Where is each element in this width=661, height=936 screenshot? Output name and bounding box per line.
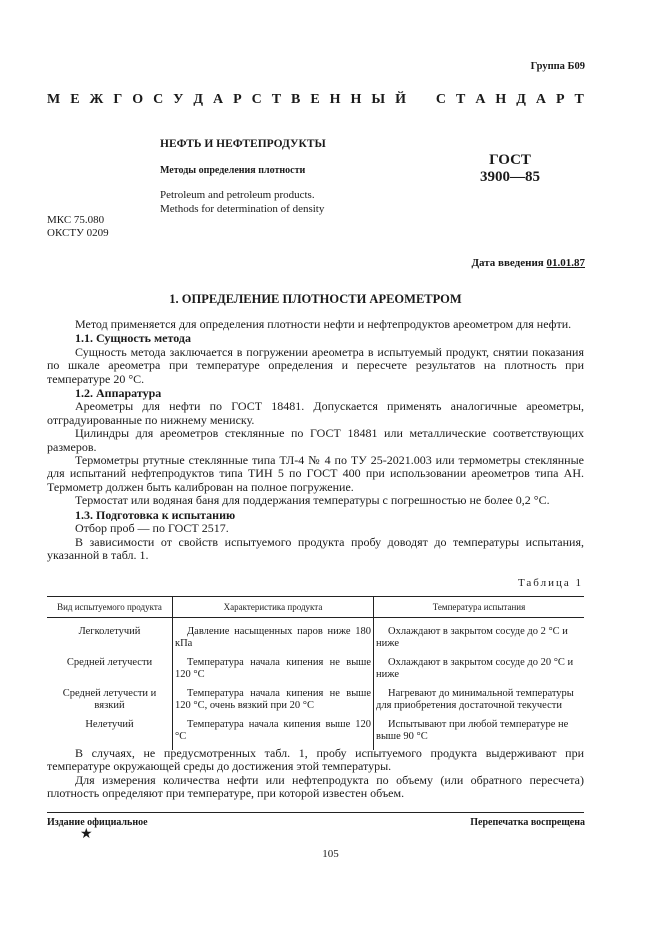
- english-title: [160, 188, 390, 216]
- english-title-line-2: Methods for determination of density: [160, 203, 325, 215]
- interstate-letter: Д: [516, 92, 526, 107]
- cell-text: Охлаждают в закрытом сосуде до 2 °С и ниже: [376, 626, 568, 649]
- paragraph-unforeseen-cases: В случаях, не предусмотренных табл. 1, пробу испытуемого продукта выдерживают при температуре окружающей среды до достижения этой температуры.: [47, 746, 584, 774]
- date-label: Дата введения: [471, 257, 544, 269]
- interstate-letter: Т: [574, 92, 584, 107]
- official-edition-label: Издание официальное: [47, 817, 148, 828]
- interstate-letter: Н: [495, 92, 507, 107]
- interstate-letter: Ж: [89, 92, 104, 107]
- interstate-letter: В: [291, 92, 301, 107]
- interstate-letter: Г: [113, 92, 123, 107]
- section-body: [47, 318, 584, 562]
- interstate-letter: Р: [233, 92, 242, 107]
- cell-text: Охлаждают в закрытом сосуде до 20 °С и ниже: [376, 657, 574, 680]
- table-cell: Легколетучий: [78, 626, 141, 637]
- interstate-letter: Д: [193, 92, 204, 107]
- paragraph-sampling: Отбор проб — по ГОСТ 2517.: [75, 521, 229, 536]
- introduction-date: [471, 257, 585, 269]
- interstate-letter: А: [475, 92, 486, 107]
- table-header-temperature: Температура испытания: [374, 597, 585, 618]
- cell-text: Температура начала кипения не выше 120 °С, очень вязкий при 20 °С: [175, 688, 371, 711]
- interstate-letter: У: [173, 92, 184, 107]
- page-number: 105: [322, 848, 339, 860]
- interstate-letter: А: [535, 92, 546, 107]
- interstate-letter: Т: [456, 92, 466, 107]
- table-cell: Нелетучий: [85, 719, 134, 730]
- english-title-line-1: Petroleum and petroleum products.: [160, 189, 315, 201]
- interstate-letter: О: [132, 92, 144, 107]
- table-row: [47, 657, 584, 688]
- paragraph-cylinders: Цилиндры для ареометров стеклянные по ГОСТ 18481 или металлические соответствующих размеров.: [47, 426, 584, 454]
- interstate-letter: Н: [350, 92, 362, 107]
- table-cell: [374, 688, 585, 719]
- post-table-text: [47, 747, 584, 801]
- gost-designation: [470, 152, 550, 186]
- paragraph-essence: Сущность метода заключается в погружении ареометра в испытуемый продукт, снятии показания по шкале ареометра при температуре определения и пересчете результатов на плотность при температуре 20 °С.: [47, 344, 584, 386]
- paragraph-temperature: В зависимости от свойств испытуемого продукта пробу доводят до температуры испытания, указанной в табл. 1.: [47, 534, 584, 562]
- interstate-letter: С: [435, 92, 447, 107]
- interstate-letter: С: [251, 92, 262, 107]
- group-code: Группа Б09: [530, 61, 585, 72]
- classification-codes: [47, 214, 109, 240]
- paragraph-intro: Метод применяется для определения плотности нефти и нефтепродуктов ареометром для нефти.: [75, 317, 572, 331]
- cell-text: Температура начала кипения не выше 120 °С: [175, 657, 371, 680]
- star-icon: ★: [80, 827, 93, 842]
- paragraph-thermostat: Термостат или водяная баня для поддержания температуры с погрешностью не более 0,2 °С.: [75, 493, 550, 508]
- table-cell: [374, 618, 585, 658]
- table-row: [47, 688, 584, 719]
- footer-divider: [47, 812, 584, 813]
- paragraph-volume-measurement: Для измерения количества нефти или нефтепродукта по объему (или обратного пересчета) плотность определяют при температуре, при которой известен объем.: [47, 772, 584, 801]
- table-cell: [173, 618, 374, 658]
- subsection-heading-essence: 1.1. Сущность метода: [75, 331, 191, 346]
- table-cell: [173, 688, 374, 719]
- gost-label: ГОСТ: [489, 152, 531, 168]
- subsection-heading-apparatus: 1.2. Аппаратура: [75, 386, 162, 401]
- interstate-letter: Т: [271, 92, 282, 107]
- interstate-letter: Е: [70, 92, 80, 107]
- document-title: НЕФТЬ И НЕФТЕПРОДУКТЫ: [160, 138, 326, 150]
- interstate-standard-heading: [47, 92, 584, 108]
- cell-text: Испытывают при любой температуре не выше 90 °С: [376, 719, 569, 742]
- date-value: 01.01.87: [546, 257, 585, 269]
- interstate-letter: А: [213, 92, 224, 107]
- table-cell: [173, 657, 374, 688]
- interstate-letter: Н: [329, 92, 341, 107]
- subsection-heading-preparation: 1.3. Подготовка к испытанию: [75, 507, 236, 522]
- interstate-letter: Е: [310, 92, 320, 107]
- cell-text: Нагревают до минимальной температуры для приобретения достаточной текучести: [376, 688, 574, 711]
- interstate-letter: Й: [395, 92, 406, 107]
- document-subtitle: Методы определения плотности: [160, 165, 306, 176]
- table-caption: Таблица 1: [517, 577, 583, 589]
- cell-text: Давление насыщенных паров ниже 180 кПа: [175, 626, 371, 649]
- paragraph-hydrometers: Ареометры для нефти по ГОСТ 18481. Допускается применять аналогичные ареометры, отградуированные по нижнему мениску.: [47, 399, 584, 427]
- table-header-product-type: Вид испытуемого продукта: [47, 597, 173, 618]
- okstu-code: ОКСТУ 0209: [47, 227, 109, 239]
- table-header-characteristic: Характеристика продукта: [173, 597, 374, 618]
- interstate-letter: Р: [555, 92, 565, 107]
- gost-number: 3900—85: [480, 169, 540, 185]
- table-cell: Средней летучести: [66, 657, 153, 668]
- interstate-letter: М: [47, 92, 61, 107]
- table-row: [47, 618, 584, 658]
- test-temperature-table: [47, 596, 584, 750]
- mks-code: МКС 75.080: [47, 214, 105, 226]
- paragraph-thermometers: Термометры ртутные стеклянные типа ТЛ-4 № 4 по ТУ 25-2021.003 или термометры стеклянные для испытаний нефтепродуктов типа ТИН 5 по ГОСТ 400 при использовании ареометров типа АН. Термометр должен быть калиброван на полное погружение.: [47, 453, 584, 494]
- cell-text: Температура начала кипения выше 120 °С: [175, 719, 371, 742]
- table-cell: [374, 657, 585, 688]
- interstate-letter: Ы: [371, 92, 386, 107]
- table-cell: Средней летучести и вязкий: [62, 688, 157, 711]
- section-title: 1. ОПРЕДЕЛЕНИЕ ПЛОТНОСТИ АРЕОМЕТРОМ: [169, 292, 462, 306]
- interstate-letter: С: [153, 92, 164, 107]
- reprint-prohibited-label: Перепечатка воспрещена: [470, 817, 585, 828]
